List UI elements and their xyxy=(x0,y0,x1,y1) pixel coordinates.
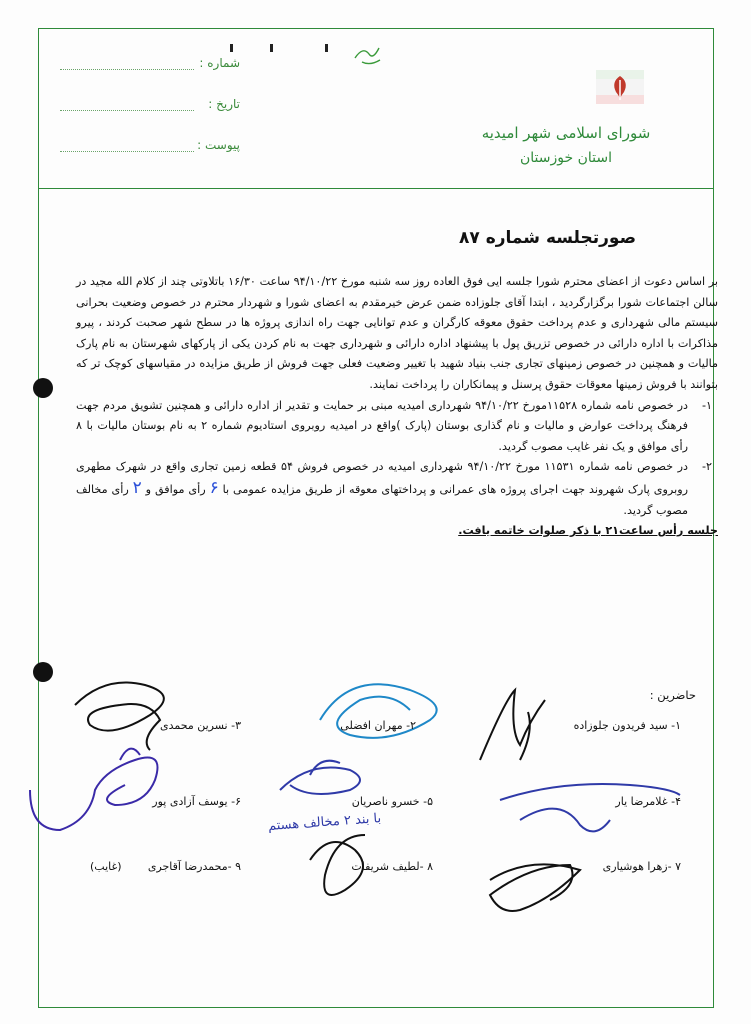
attendee: ۳- نسرین محمدی xyxy=(160,719,241,732)
agree-votes-handwritten: ۶ xyxy=(209,477,219,498)
scan-mark xyxy=(230,44,233,52)
scan-mark xyxy=(325,44,328,52)
minutes-body xyxy=(76,272,718,542)
oppose-votes-handwritten: ۲ xyxy=(132,477,142,498)
document-title: صورتجلسه شماره ۸۷ xyxy=(459,228,636,248)
absent-note: (غایب) xyxy=(90,860,122,873)
intro-paragraph: بر اساس دعوت از اعضای محترم شورا جلسه ایی فوق العاده روز سه شنبه مورخ ۹۴/۱۰/۲۲ ساعت ۱۶/۳۰ باتلاوتی چند از کلام الله مجید در سالن اجتماعات شورا برگزارگردید ، ابتدا آقای جلوزاده ضمن عرض خیرمقدم به اعضای شورا و شهردار محترم در خصوص وضعیت بحرانی سیستم مالی شهرداری و عدم پرداخت حقوق معوقه کارگران و عدم توانایی جهت راه اندازی پروژه ها در سطح شهر صحبت کردند ، پیرو مذاکرات با اداره دارائی در خصوص تزریق پول با پیشنهاد اداره دارائی و شهرداری جهت به نام کردن یکی از پارکهای شهرستان به نام پارک مالیات و همچنین در خصوص زمینهای تجاری جنب بنیاد شهید با تغییر وضعیت فعلی جهت فروش از طریق مزایده در مقیاسهای کوچک تر که بتوانند با فروش زمینها معوقات حقوق پرسنل و پیمانکاران را پرداخت نمایند. xyxy=(76,275,719,391)
date-field xyxy=(60,97,240,117)
attendee: ۲- مهران افضلی xyxy=(340,719,416,732)
resolution-item xyxy=(76,396,718,458)
number-field xyxy=(60,56,240,76)
attendee: ۶- یوسف آزادی پور xyxy=(152,795,241,808)
attachment-label: پیوست : xyxy=(197,138,240,152)
attendee: ۸ -لطیف شریفات xyxy=(351,860,433,873)
item-text: در خصوص نامه شماره ۱۱۵۲۸مورخ ۹۴/۱۰/۲۲ شهرداری امیدیه مبنی بر حمایت و تقدیر از اداره دارائی و همچنین تشویق مردم جهت فرهنگ پرداخت عوارض و مالیات و نام گذاری بوستان (پارک )واقع در امیدیه روبروی استادیوم شماره ۲ به نام بوستان مالیات با ۸ رأی موافق و یک نفر غایب مصوب گردید. xyxy=(76,398,689,453)
handwritten-dissent-note: با بند ۲ مخالف هستم xyxy=(267,811,382,834)
council-name: شورای اسلامی شهر امیدیه xyxy=(481,124,651,142)
attendee: ۹ -محمدرضا آقاجری xyxy=(147,860,241,873)
attendees-title: حاضرین : xyxy=(649,688,696,702)
scan-mark xyxy=(270,44,273,52)
item-number: ۲- xyxy=(701,460,712,474)
attendee: ۷ -زهرا هوشیاری xyxy=(602,860,681,873)
date-label: تاریخ : xyxy=(208,97,240,111)
province-name: استان خوزستان xyxy=(520,150,612,166)
punch-hole xyxy=(33,378,53,398)
resolution-item xyxy=(76,457,718,521)
attendee: ۴- غلامرضا یار xyxy=(615,795,681,808)
attendee: ۱- سید فریدون جلوزاده xyxy=(573,719,681,732)
item-text-part: در خصوص نامه شماره ۱۱۵۳۱ مورخ ۹۴/۱۰/۲۲ شهرداری امیدیه در خصوص فروش ۵۴ قطعه زمین تجاری واقع در شهرک مطهری روبروی پارک شهروند جهت اجرای پروژه های عمرانی و پرداختهای معوقه از طریق مزایده عمومی با xyxy=(76,460,688,496)
closing-line: جلسه رأس ساعت۲۱ با ذکر صلوات خاتمه یافت. xyxy=(458,524,718,538)
item-text-part: رأی موافق و xyxy=(141,482,210,496)
attendee: ۵- خسرو ناصریان xyxy=(351,795,433,808)
attachment-field xyxy=(60,138,240,158)
iran-emblem-icon xyxy=(590,60,650,112)
number-label: شماره : xyxy=(199,56,240,70)
punch-hole xyxy=(33,662,53,682)
item-text-part: رأی مخالف مصوب گردید. xyxy=(76,482,688,517)
header-divider xyxy=(38,188,714,189)
item-number: ۱- xyxy=(701,398,712,412)
